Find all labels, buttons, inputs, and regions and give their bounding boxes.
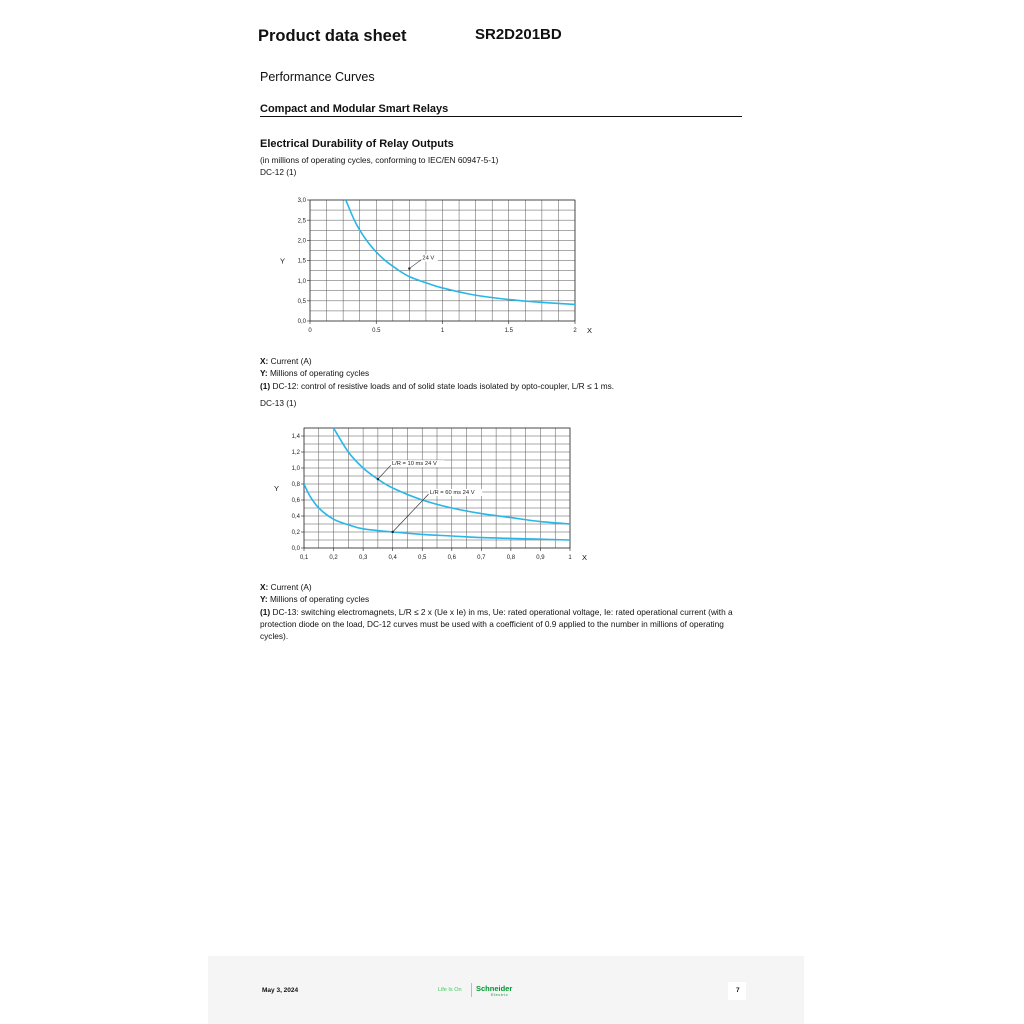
chart1-grid <box>310 200 575 321</box>
schneider-logo-sub: Electric <box>491 992 509 997</box>
legend-x-key: X: <box>260 356 269 366</box>
legend-x-value: Current (A) <box>268 582 312 592</box>
y-tick-label: 1,5 <box>297 258 306 265</box>
footnote-text: DC-12: control of resistive loads and of solid state loads isolated by opto-coupler, L/R ≤ 1 ms. <box>270 380 615 391</box>
x-tick-label: 2 <box>573 328 577 334</box>
footer-date: May 3, 2024 <box>262 987 299 994</box>
footnote-key: (1) <box>260 606 271 617</box>
chart1-axes <box>307 200 575 324</box>
footnote-text: DC-13: switching electromagnets, L/R ≤ 2 x (Ue x Ie) in ms, Ue: rated operational voltage, Ie: rated operational current (with a protection diode on the load, DC-12 curves must be used with a coefficient of 0.9 applied to the number in millions of operating cycles). <box>260 606 733 642</box>
legend-y-key: Y: <box>260 368 268 379</box>
chart2-label: DC-13 (1) <box>260 398 297 408</box>
section-title: Performance Curves <box>260 70 375 84</box>
chart1 <box>270 192 610 342</box>
legend-x-value: Current (A) <box>268 356 312 366</box>
divider <box>260 116 742 117</box>
x-tick-label: 0,7 <box>477 555 486 561</box>
chart-section-heading: Electrical Durability of Relay Outputs <box>260 138 454 150</box>
annotation-point <box>377 478 379 480</box>
series-line-0 <box>346 200 575 304</box>
logo-separator <box>471 983 472 997</box>
footer-tagline: Life Is On <box>438 987 462 993</box>
chart2-x-axis-label: X <box>582 553 588 562</box>
x-tick-label: 0,2 <box>329 555 338 561</box>
annotation-label: 24 V <box>422 255 435 262</box>
y-tick-label: 0,0 <box>291 546 300 553</box>
heading-note: (in millions of operating cycles, conforming to IEC/EN 60947-5-1) <box>260 155 499 165</box>
x-tick-label: 0,9 <box>536 555 545 561</box>
legend-y-key: Y: <box>260 594 268 605</box>
annotation-label: L/R = 10 ms 24 V <box>391 461 437 468</box>
y-tick-label: 2,0 <box>297 238 306 245</box>
x-tick-label: 0 <box>308 328 312 334</box>
y-tick-label: 0,6 <box>291 498 300 505</box>
legend-x-key: X: <box>260 582 269 592</box>
chart2 <box>270 422 610 567</box>
y-tick-label: 1,2 <box>291 450 300 457</box>
chart1-label: DC-12 (1) <box>260 167 297 177</box>
legend-y-value: Millions of operating cycles <box>267 594 370 605</box>
y-tick-label: 1,0 <box>291 466 300 473</box>
chart1-legend <box>260 355 750 392</box>
footnote-key: (1) <box>260 380 271 391</box>
y-tick-label: 1,4 <box>291 434 300 441</box>
y-tick-label: 0,0 <box>297 319 306 326</box>
y-tick-label: 1,0 <box>297 278 306 285</box>
chart1-x-axis-label: X <box>587 326 593 335</box>
x-tick-label: 0,1 <box>299 555 309 561</box>
page-title: Product data sheet <box>258 27 407 45</box>
y-tick-label: 3,0 <box>297 198 306 205</box>
x-tick-label: 1 <box>440 328 445 334</box>
schneider-logo: Schneider <box>476 984 513 993</box>
annotation-leader <box>378 465 391 479</box>
x-tick-label: 0,8 <box>506 555 516 561</box>
x-tick-label: 1 <box>568 555 572 561</box>
page-number: 7 <box>736 987 740 994</box>
chart1-y-axis-label: Y <box>280 256 286 266</box>
x-tick-label: 0,5 <box>418 555 427 561</box>
subsection-title: Compact and Modular Smart Relays <box>260 103 449 115</box>
chart2-y-axis-label: Y <box>274 484 280 493</box>
product-code: SR2D201BD <box>475 26 562 43</box>
annotation-leader <box>393 494 429 532</box>
x-tick-label: 0,6 <box>447 555 456 561</box>
annotation-point <box>408 267 410 269</box>
chart1-annotations <box>408 255 438 270</box>
y-tick-label: 0,8 <box>291 482 300 489</box>
annotation-point <box>391 531 393 533</box>
annotation-leader <box>409 260 421 269</box>
x-tick-label: 0,4 <box>388 555 397 561</box>
chart1-tick-labels <box>298 198 578 334</box>
chart1-series <box>346 200 575 304</box>
x-tick-label: 0.5 <box>372 328 381 334</box>
annotation-label: L/R = 60 ms 24 V <box>429 490 475 496</box>
legend-y-value: Millions of operating cycles <box>267 368 370 379</box>
y-tick-label: 0,2 <box>291 530 300 537</box>
x-tick-label: 1.5 <box>504 328 513 334</box>
x-tick-label: 0,3 <box>358 555 368 561</box>
y-tick-label: 2,5 <box>297 218 306 225</box>
chart2-legend <box>260 581 750 642</box>
y-tick-label: 0,5 <box>297 299 306 306</box>
y-tick-label: 0,4 <box>291 514 300 521</box>
